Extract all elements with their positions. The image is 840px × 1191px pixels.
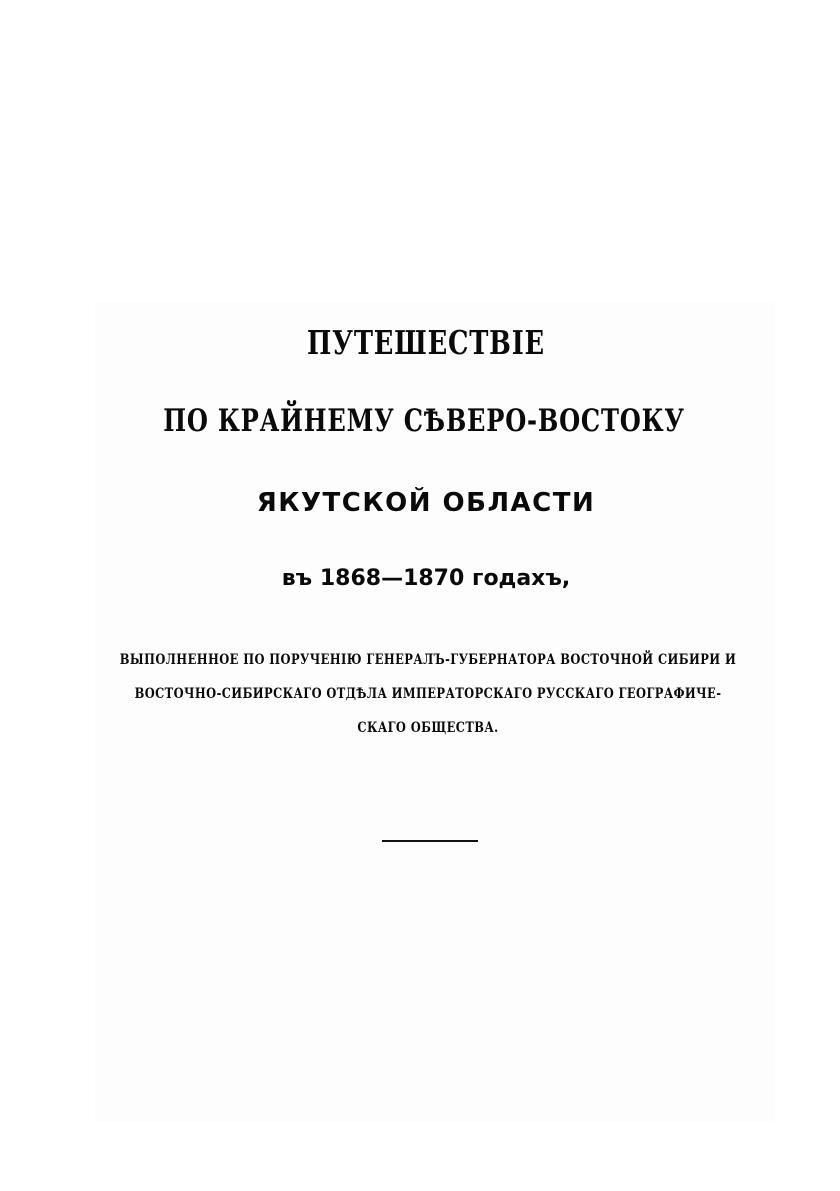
description-line-1: ВЫПОЛНЕННОЕ ПО ПОРУЧЕНІЮ ГЕНЕРАЛЪ-ГУБЕРНАТОРА ВОСТОЧНОЙ СИБИРИ И [119,652,737,668]
years-line: въ 1868—1870 годахъ, [281,566,571,591]
description-line-2: ВОСТОЧНО-СИБИРСКАГО ОТДѢЛА ИМПЕРАТОРСКАГО РУССКАГО ГЕОГРАФИЧЕ- [134,686,722,702]
region-title: ЯКУТСКОЙ ОБЛАСТИ [256,488,596,518]
book-title: ПУТЕШЕСТВІЕ [307,323,545,362]
book-subtitle: ПО КРАЙНЕМУ СѢВЕРО-ВОСТОКУ [163,403,685,439]
description-line-3: СКАГО ОБЩЕСТВА. [357,720,499,736]
divider-rule [382,840,478,842]
